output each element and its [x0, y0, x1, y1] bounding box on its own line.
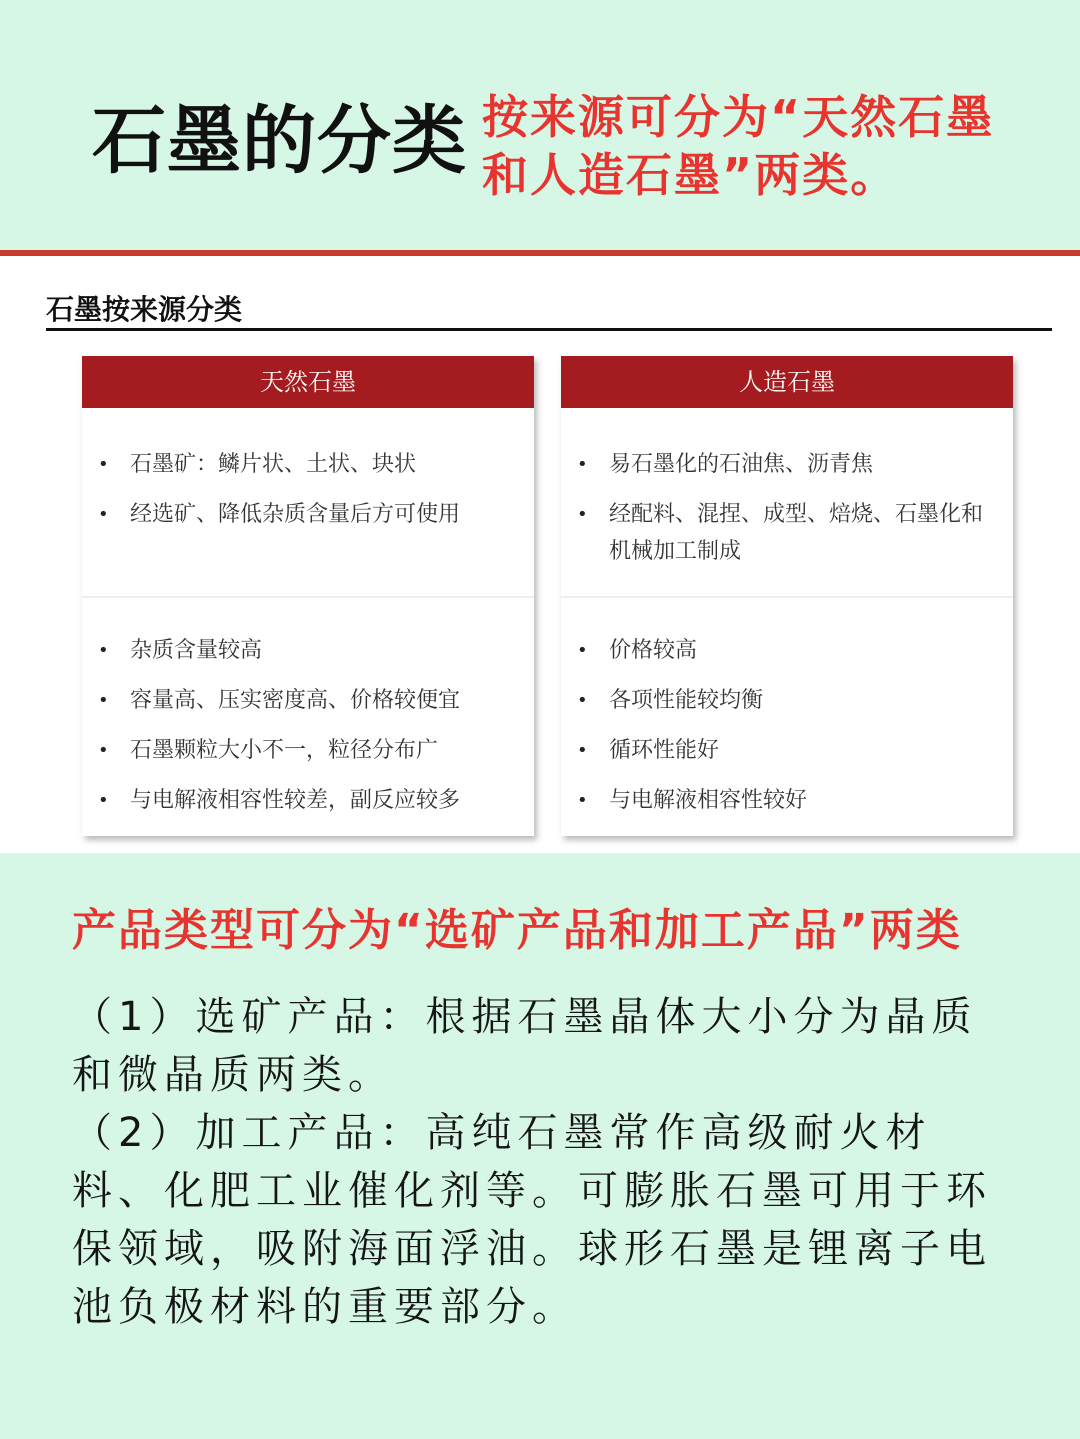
list-item: • 容量高、压实密度高、价格较便宜 [82, 682, 534, 719]
header-banner [0, 0, 1080, 253]
bullet-icon: • [577, 740, 588, 761]
bullet-icon: • [577, 504, 588, 525]
list-item: • 价格较高 [561, 632, 1013, 669]
card-properties-section [561, 598, 1013, 819]
card-header: 天然石墨 [82, 356, 534, 408]
page-subtitle: 按来源可分为“天然石墨和人造石墨”两类。 [482, 90, 995, 202]
product-description [72, 988, 1012, 1336]
card-header: 人造石墨 [561, 356, 1013, 408]
bullet-icon: • [98, 790, 109, 811]
paragraph-processed-products: （2）加工产品：高纯石墨常作高级耐火材料、化肥工业催化剂等。可膨胀石墨可用于环保领域，吸附海面浮油。球形石墨是锂离子电池负极材料的重要部分。 [72, 1110, 992, 1330]
paragraph-ore-products: （1）选矿产品：根据石墨晶体大小分为晶质和微晶质两类。 [72, 994, 978, 1098]
list-item: • 经选矿、降低杂质含量后方可使用 [82, 496, 534, 533]
natural-graphite-card [82, 356, 534, 836]
bullet-icon: • [98, 640, 109, 661]
list-item: • 循环性能好 [561, 732, 1013, 769]
bullet-icon: • [577, 454, 588, 475]
card-process-section [82, 408, 534, 598]
bullet-icon: • [577, 690, 588, 711]
classification-panel [0, 256, 1080, 853]
bullet-icon: • [577, 640, 588, 661]
list-item: • 与电解液相容性较好 [561, 782, 1013, 819]
card-process-section [561, 408, 1013, 598]
bullet-icon: • [577, 790, 588, 811]
page-title: 石墨的分类 [92, 98, 467, 184]
artificial-graphite-card [561, 356, 1013, 836]
list-item: • 易石墨化的石油焦、沥青焦 [561, 446, 1013, 483]
list-item: • 石墨颗粒大小不一，粒径分布广 [82, 732, 534, 769]
list-item: • 各项性能较均衡 [561, 682, 1013, 719]
product-types-heading: 产品类型可分为“选矿产品和加工产品”两类 [72, 905, 962, 956]
list-item: • 杂质含量较高 [82, 632, 534, 669]
panel-divider [46, 328, 1052, 331]
panel-title: 石墨按来源分类 [46, 293, 243, 326]
bullet-icon: • [98, 690, 109, 711]
bullet-icon: • [98, 740, 109, 761]
bullet-icon: • [98, 454, 109, 475]
list-item: • 石墨矿：鳞片状、土状、块状 [82, 446, 534, 483]
card-properties-section [82, 598, 534, 819]
bullet-icon: • [98, 504, 109, 525]
list-item: • 与电解液相容性较差，副反应较多 [82, 782, 534, 819]
list-item: • 经配料、混捏、成型、焙烧、石墨化和机械加工制成 [561, 496, 1013, 570]
